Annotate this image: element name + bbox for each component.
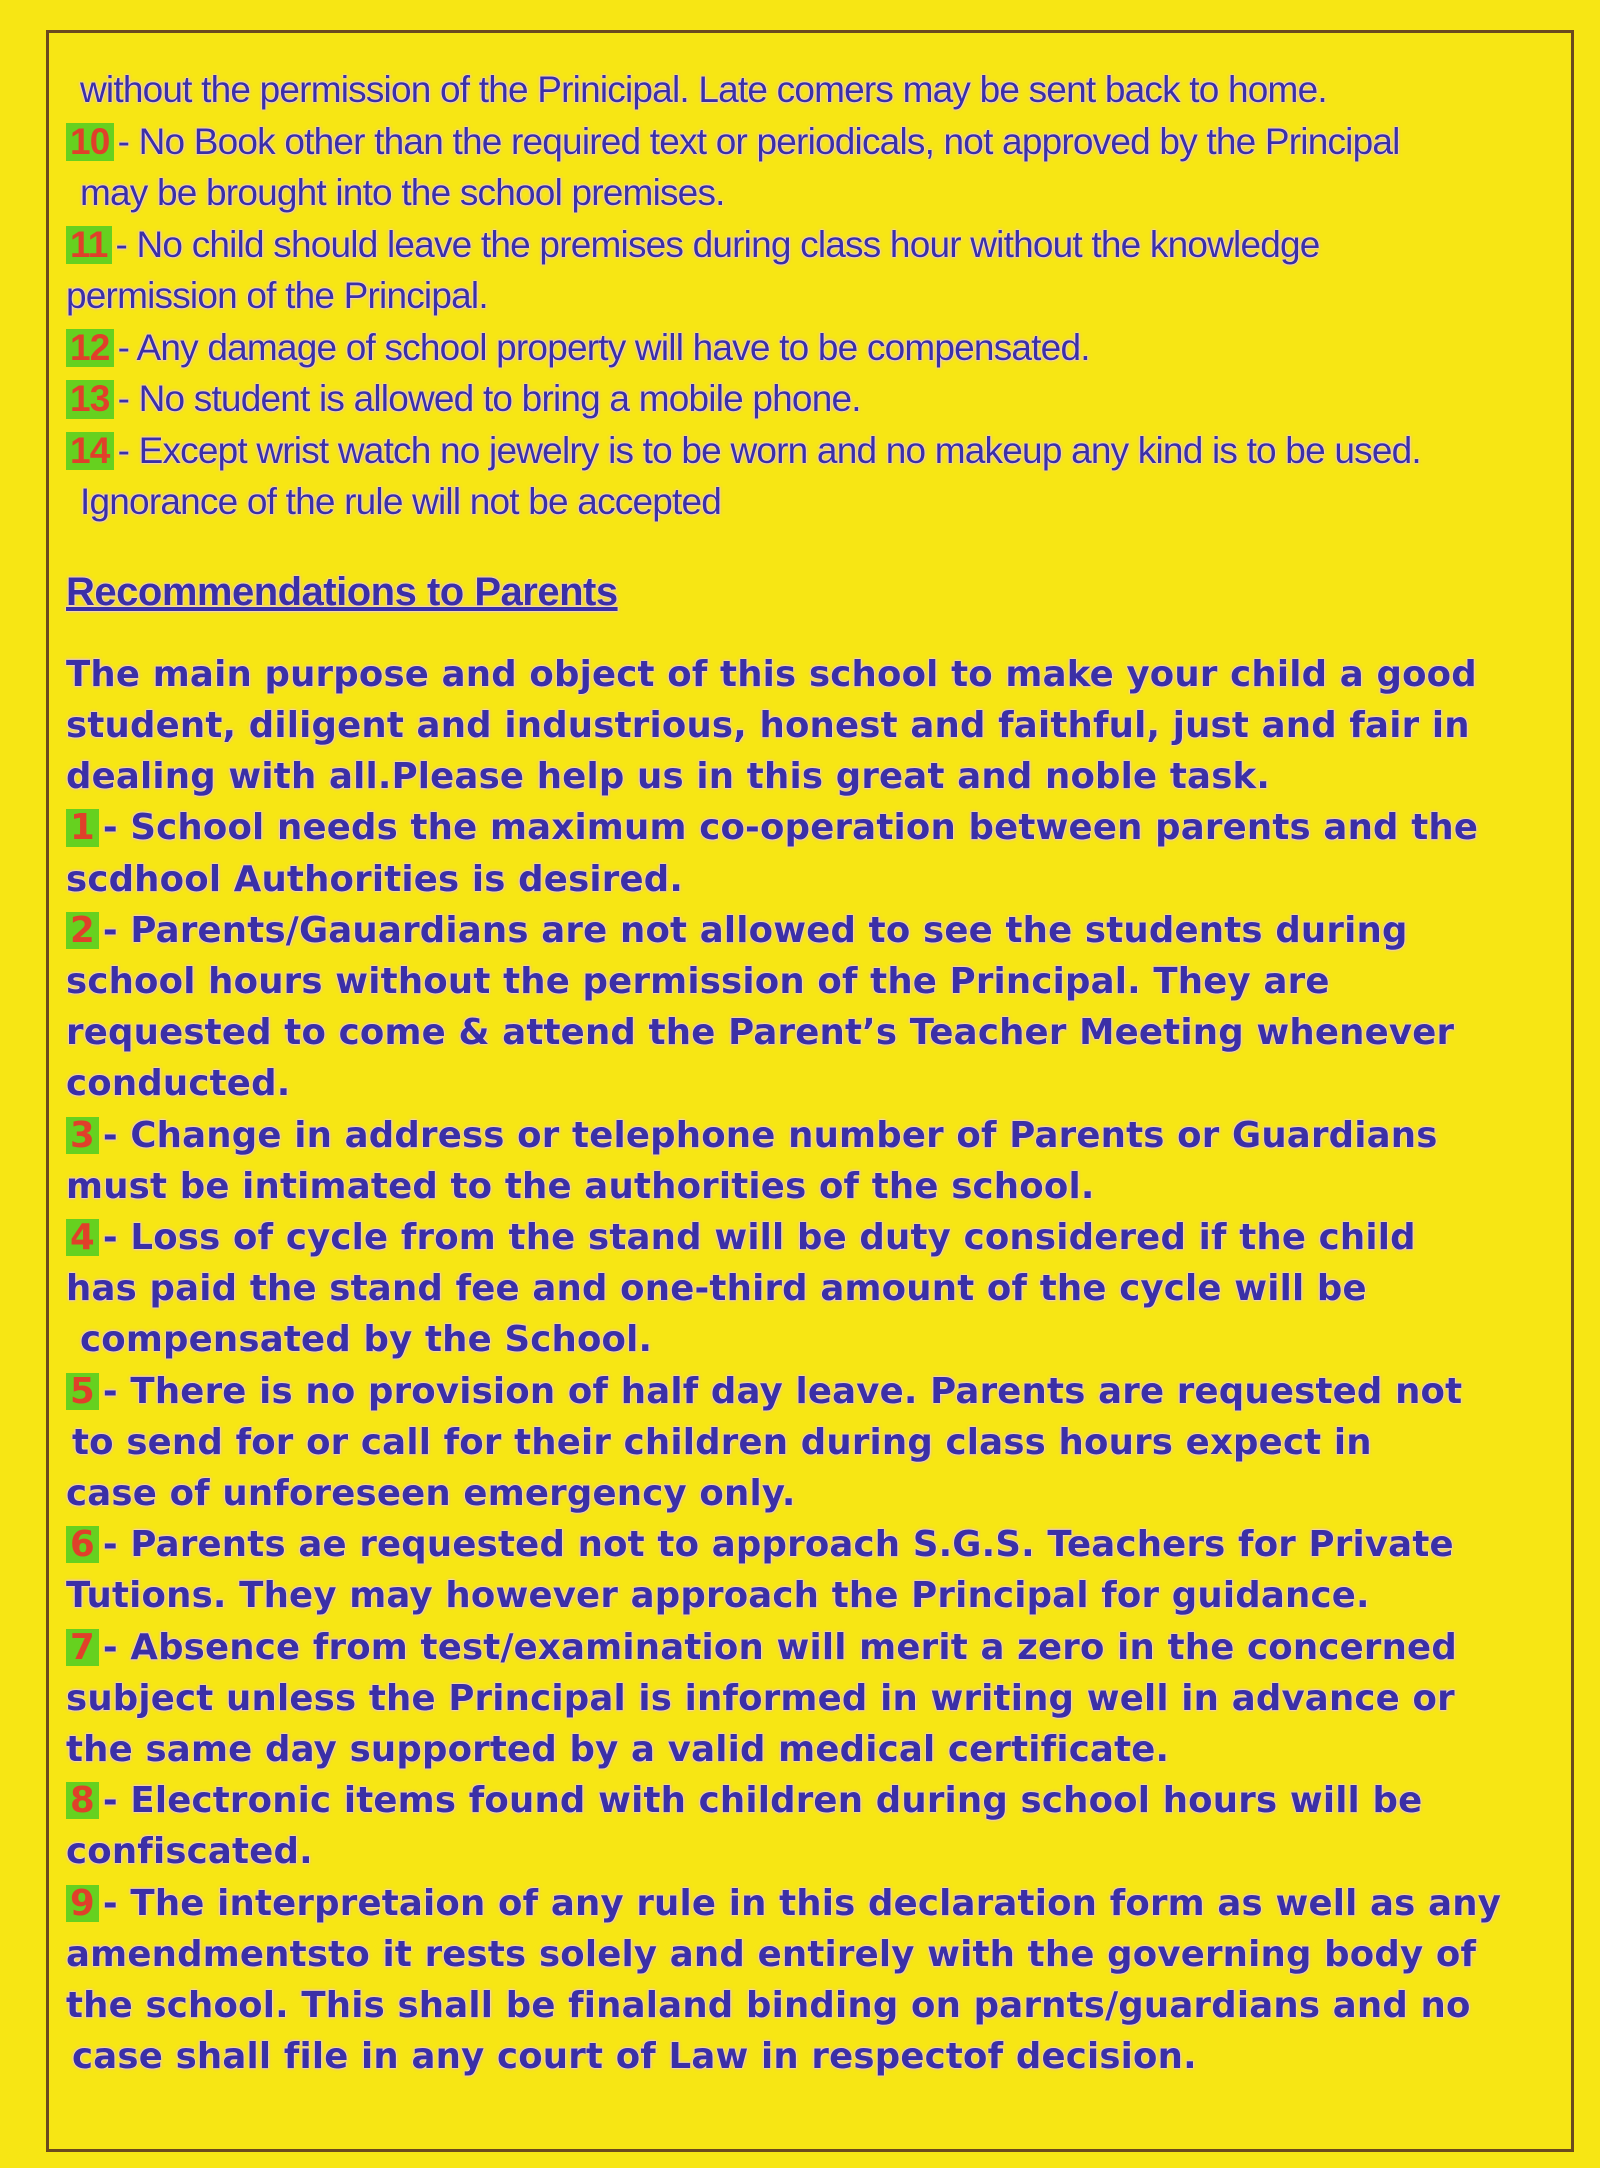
recommendation-item-1: [66, 802, 1566, 904]
recommendation-text: the same day supported by a valid medical certificate.: [66, 1728, 1170, 1770]
recommendation-text: - School needs the maximum co-operation between parents and the: [102, 807, 1479, 849]
recommendation-number-badge: 6: [66, 1526, 99, 1563]
intro-line: student, diligent and industrious, honest and faithful, just and fair in: [66, 704, 1470, 746]
recommendation-item-5: [66, 1366, 1566, 1520]
recommendation-item-6: [66, 1519, 1566, 1621]
rule-item-11: [66, 219, 1566, 322]
recommendation-number-badge: 9: [66, 1885, 99, 1922]
recommendation-text: the school. This shall be finaland binding on parnts/guardians and no: [66, 1984, 1471, 2026]
recommendation-item-7: [66, 1622, 1566, 1776]
school-rules-continued: [66, 64, 1566, 528]
rule-text: - No child should leave the premises during class hour without the knowledge: [115, 223, 1320, 265]
recommendation-number-badge: 5: [66, 1373, 99, 1410]
recommendation-item-9: [66, 1878, 1566, 2083]
recommendation-number-badge: 4: [66, 1219, 99, 1256]
recommendation-number-badge: 8: [66, 1782, 99, 1819]
rule-number-badge: 13: [66, 380, 114, 419]
rule-9-continuation: without the permission of the Prinicipal. Late comers may be sent back to home.: [80, 69, 1327, 110]
recommendation-text: has paid the stand fee and one-third amount of the cycle will be: [66, 1268, 1367, 1310]
rule-number-badge: 10: [66, 123, 114, 162]
recommendation-text: conducted.: [66, 1063, 291, 1105]
recommendation-number-badge: 1: [66, 809, 99, 846]
intro-line: dealing with all.Please help us in this great and noble task.: [66, 756, 1271, 798]
recommendation-item-8: [66, 1775, 1566, 1877]
rule-text: may be brought into the school premises.: [80, 172, 725, 213]
recommendations-to-parents: [66, 649, 1566, 2083]
rule-text: - Any damage of school property will have to be compensated.: [117, 326, 1090, 368]
recommendation-text: Tutions. They may however approach the Principal for guidance.: [66, 1575, 1370, 1617]
recommendation-item-4: [66, 1212, 1566, 1366]
rule-text: Ignorance of the rule will not be accepted: [80, 481, 722, 522]
recommendation-text: case shall file in any court of Law in respectof decision.: [72, 2036, 1197, 2078]
recommendation-text: scdhool Authorities is desired.: [66, 858, 684, 900]
rule-text: - No student is allowed to bring a mobile phone.: [117, 378, 861, 419]
recommendation-text: school hours without the permission of the Principal. They are: [66, 960, 1330, 1002]
recommendation-text: subject unless the Principal is informed in writing well in advance or: [66, 1677, 1455, 1719]
recommendation-number-badge: 3: [66, 1117, 99, 1154]
recommendation-number-badge: 7: [66, 1629, 99, 1666]
recommendation-text: - Absence from test/examination will merit a zero in the concerned: [102, 1626, 1457, 1668]
recommendation-text: - Change in address or telephone number of Parents or Guardians: [102, 1114, 1438, 1156]
recommendation-text: - There is no provision of half day leave. Parents are requested not: [102, 1370, 1463, 1412]
section-heading: Recommendations to Parents: [66, 569, 618, 614]
recommendation-text: to send for or call for their children during class hours expect in: [72, 1421, 1372, 1463]
rule-item-13: [66, 373, 1566, 425]
rule-text: - Except wrist watch no jewelry is to be worn and no makeup any kind is to be used.: [117, 429, 1421, 471]
recommendation-number-badge: 2: [66, 912, 99, 949]
intro-line: The main purpose and object of this school to make your child a good: [66, 653, 1477, 695]
rule-number-badge: 11: [66, 226, 112, 265]
recommendation-item-2: [66, 905, 1566, 1110]
recommendation-text: case of unforeseen emergency only.: [66, 1472, 796, 1514]
rule-item-12: [66, 322, 1566, 374]
rule-text: permission of the Principal.: [66, 275, 488, 316]
recommendation-text: - The interpretaion of any rule in this declaration form as well as any: [102, 1882, 1502, 1924]
recommendation-text: amendmentsto it rests solely and entirely with the governing body of: [66, 1933, 1477, 1975]
recommendation-text: - Electronic items found with children during school hours will be: [102, 1780, 1423, 1822]
rule-text: - No Book other than the required text or periodicals, not approved by the Principal: [117, 120, 1400, 162]
document-body: [66, 64, 1566, 2082]
recommendation-text: must be intimated to the authorities of the school.: [66, 1165, 1095, 1207]
rule-number-badge: 12: [66, 329, 114, 368]
recommendation-text: - Parents/Gauardians are not allowed to see the students during: [102, 909, 1408, 951]
recommendation-text: - Parents ae requested not to approach S.G.S. Teachers for Private: [102, 1524, 1454, 1566]
recommendation-text: compensated by the School.: [80, 1319, 653, 1361]
intro-paragraph: [66, 649, 1566, 803]
recommendation-text: confiscated.: [66, 1831, 313, 1873]
recommendation-text: - Loss of cycle from the stand will be duty considered if the child: [102, 1216, 1416, 1258]
rule-number-badge: 14: [66, 432, 114, 471]
rule-item-14: [66, 425, 1566, 528]
rule-item-10: [66, 116, 1566, 219]
recommendation-item-3: [66, 1110, 1566, 1212]
recommendation-text: requested to come & attend the Parent’s Teacher Meeting whenever: [66, 1012, 1455, 1054]
